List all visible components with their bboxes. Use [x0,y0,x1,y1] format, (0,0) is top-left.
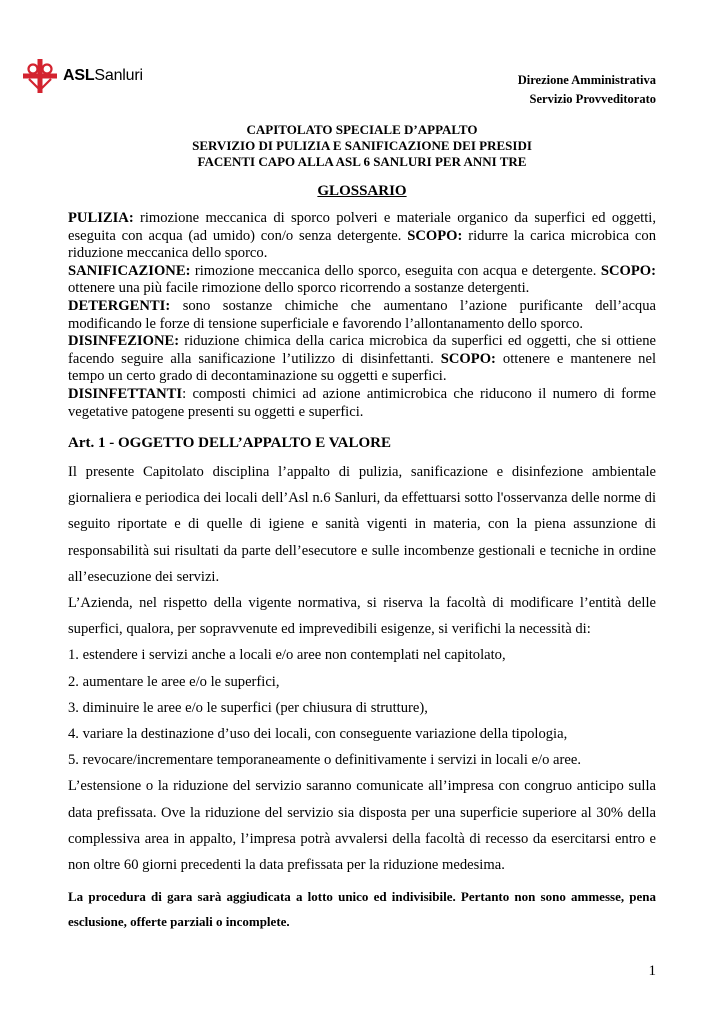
article-paragraph: L’Azienda, nel rispetto della vigente normativa, si riserva la facoltà di modificare l’entità delle superfici, qualora, per sopravvenute ed imprevedibili esigenze, si verifichi la necessità di: [68,595,656,638]
list-item: 3. diminuire le aree e/o le superfici (per chiusura di strutture), [68,699,428,716]
article-title: Art. 1 - OGGETTO DELL’APPALTO E VALORE [68,435,391,451]
definition-item: DISINFETTANTI: composti chimici ad azione antimicrobica che riducono il numero di forme vegetative patogene presenti su oggetti e superfici. [68,385,656,420]
article-paragraph: Il presente Capitolato disciplina l’appalto di pulizia, sanificazione e disinfezione ambientale giornaliera e periodica dei locali dell’Asl n.6 Sanluri, da effettuarsi sotto l'osservanza delle norme di seguito riportate e di quelle di igiene e sanità vigenti in materia, con la piena assunzione di responsabilità sui risultati da parte dell’esecutore e sulle incombenze gestionali e tecniche in ordine all’esecuzione dei servizi. [68,464,656,585]
definition-item: SANIFICAZIONE: rimozione meccanica dello sporco, eseguita con acqua e detergente. SCOPO: ottenere una più facile rimozione dello sporco ricorrendo a sostanze detergenti. [68,262,656,297]
asl-logo [22,58,143,94]
definition-item: DETERGENTI: sono sostanze chimiche che aumentano l’azione purificante dell’acqua modificando le forze di tensione superficiale e favorendo l’allontanamento dello sporco. [68,297,656,332]
title-line-1: CAPITOLATO SPECIALE D’APPALTO [246,122,478,137]
dept-line-1: Direzione Amministrativa [517,73,656,87]
definition-item: PULIZIA: rimozione meccanica di sporco polveri e materiale organico da superfici ed oggetti, eseguita con acqua (ad umido) con/o senza detergente. SCOPO: ridurre la carica microbica con riduzione meccanica dello sporco. [68,210,656,262]
logo-text: ASLSanluri [63,67,143,84]
glossary-definitions [68,210,656,421]
department-header [518,71,656,109]
asl-cross-heart-icon [22,58,58,94]
dept-line-2: Servizio Provveditorato [529,92,656,106]
definition-item: DISINFEZIONE: riduzione chimica della carica microbica da superfici ed oggetti, che si ottiene facendo seguire alla sanificazione l’utilizzo di disinfettanti. SCOPO: ottenere e mantenere nel tempo un certo grado di decontaminazione su oggetti e superfici. [68,333,656,385]
page-number: 1 [648,963,656,979]
article-paragraph: L’estensione o la riduzione del servizio saranno comunicate all’impresa con congruo anticipo sulla data prefissata. Ove la riduzione del servizio sia disposta per una superficie superiore al 30% della complessiva area in appalto, l’impresa potrà avvalersi della facoltà di recesso da esercitarsi entro e non oltre 60 giorni precedenti la data prefissata per la riduzione medesima. [68,778,656,874]
list-item: 2. aumentare le aree e/o le superfici, [68,673,280,690]
title-line-2: SERVIZIO DI PULIZIA E SANIFICAZIONE DEI PRESIDI [192,138,532,153]
list-item: 4. variare la destinazione d’uso dei locali, con conseguente variazione della tipologia, [68,726,568,743]
title-line-3: FACENTI CAPO ALLA ASL 6 SANLURI PER ANNI TRE [197,154,527,169]
document-title [68,122,656,170]
list-item: 1. estendere i servizi anche a locali e/o aree non contemplati nel capitolato, [68,647,506,664]
list-item: 5. revocare/incrementare temporaneamente o definitivamente i servizi in locali e/o aree. [68,752,581,769]
final-note: La procedura di gara sarà aggiudicata a lotto unico ed indivisibile. Pertanto non sono ammesse, pena esclusione, offerte parziali o incomplete. [68,889,656,929]
article-body [68,459,656,878]
glossary-heading: GLOSSARIO [317,183,407,199]
